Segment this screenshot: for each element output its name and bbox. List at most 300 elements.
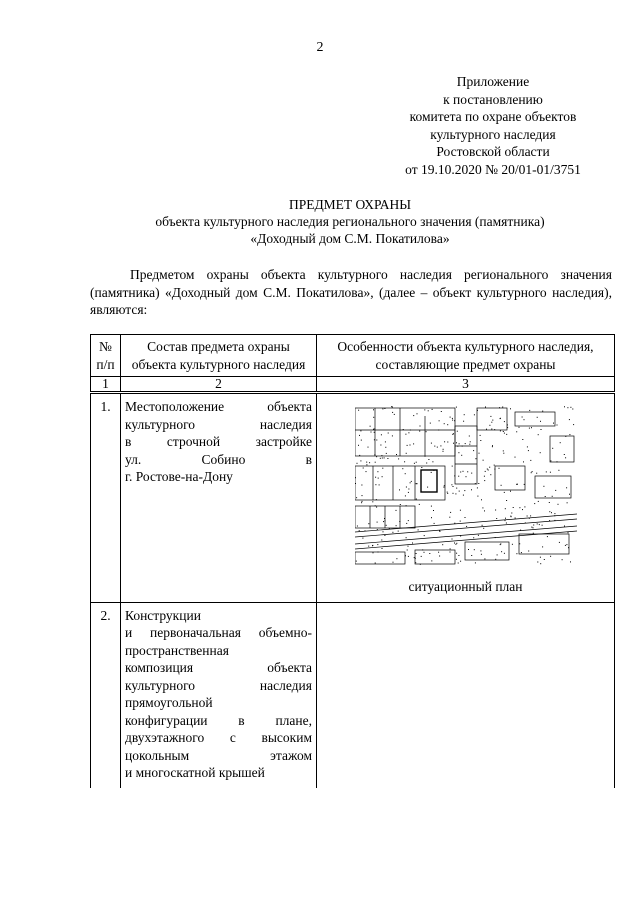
- plan-speckle: [489, 467, 490, 468]
- plan-speckle: [404, 495, 405, 496]
- plan-speckle: [467, 471, 468, 472]
- plan-speckle: [413, 443, 414, 444]
- plan-speckle: [376, 522, 377, 523]
- plan-speckle: [494, 429, 495, 430]
- plan-speckle: [540, 429, 541, 430]
- plan-speckle: [518, 427, 519, 428]
- plan-speckle: [412, 543, 413, 544]
- desc-line: ул. Собино в: [125, 451, 312, 467]
- plan-speckle: [383, 457, 384, 458]
- plan-speckle: [454, 475, 455, 476]
- plan-speckle: [377, 544, 378, 545]
- plan-speckle: [491, 429, 492, 430]
- plan-speckle: [511, 513, 512, 514]
- plan-speckle: [391, 435, 392, 436]
- plan-speckle: [361, 502, 362, 503]
- plan-speckle: [409, 445, 410, 446]
- plan-speckle: [480, 554, 481, 555]
- plan-speckle: [360, 440, 361, 441]
- desc-line: Местоположение объекта: [125, 399, 312, 414]
- plan-speckle: [516, 553, 517, 554]
- plan-speckle: [514, 457, 515, 458]
- plan-speckle: [542, 546, 543, 547]
- plan-speckle: [359, 435, 360, 436]
- plan-speckle: [430, 472, 431, 473]
- plan-speckle: [461, 455, 462, 456]
- plan-speckle: [459, 510, 460, 511]
- plan-speckle: [374, 563, 375, 564]
- plan-speckle: [404, 473, 405, 474]
- plan-speckle: [424, 409, 425, 410]
- plan-speckle: [375, 499, 376, 500]
- plan-speckle: [499, 430, 500, 431]
- plan-speckle: [373, 429, 374, 430]
- plan-speckle: [449, 517, 450, 518]
- plan-speckle: [473, 537, 474, 538]
- plan-speckle: [493, 465, 494, 466]
- plan-speckle: [413, 415, 414, 416]
- plan-speckle: [396, 454, 397, 455]
- plan-speckle: [490, 474, 491, 475]
- plan-speckle: [519, 507, 520, 508]
- plan-speckle: [468, 549, 469, 550]
- plan-speckle: [431, 409, 432, 410]
- table-header-row: [91, 335, 615, 377]
- plan-speckle: [465, 476, 466, 477]
- plan-speckle: [408, 489, 409, 490]
- plan-speckle: [564, 545, 565, 546]
- plan-speckle: [506, 434, 507, 435]
- plan-speckle: [413, 557, 414, 558]
- plan-speckle: [405, 555, 406, 556]
- plan-speckle: [523, 419, 524, 420]
- plan-speckle: [373, 439, 374, 440]
- plan-speckle: [451, 484, 452, 485]
- plan-speckle: [564, 526, 565, 527]
- plan-speckle: [520, 530, 521, 531]
- plan-speckle: [377, 478, 378, 479]
- plan-speckle: [373, 409, 374, 410]
- desc-line: композиция объекта: [125, 660, 312, 675]
- plan-speckle: [460, 536, 461, 537]
- plan-speckle: [528, 551, 529, 552]
- plan-speckle: [553, 423, 554, 424]
- desc-line: культурного наследия: [125, 416, 312, 432]
- desc-line: и первоначальная объемно-: [125, 625, 312, 640]
- plan-speckle: [433, 470, 434, 471]
- plan-speckle: [409, 482, 410, 483]
- plan-speckle: [468, 436, 469, 437]
- plan-speckle: [477, 410, 478, 411]
- plan-speckle: [487, 470, 488, 471]
- plan-speckle: [568, 419, 569, 420]
- plan-speckle: [458, 491, 459, 492]
- plan-speckle: [438, 430, 439, 431]
- plan-speckle: [395, 510, 396, 511]
- plan-speckle: [414, 558, 415, 559]
- plan-speckle: [491, 422, 492, 423]
- plan-speckle: [528, 428, 529, 429]
- plan-speckle: [531, 471, 532, 472]
- plan-speckle: [569, 434, 570, 435]
- plan-speckle: [419, 426, 420, 427]
- plan-speckle: [415, 562, 416, 563]
- plan-speckle: [483, 476, 484, 477]
- plan-speckle: [356, 526, 357, 527]
- plan-speckle: [419, 564, 420, 565]
- plan-speckle: [433, 510, 434, 511]
- plan-speckle: [498, 468, 499, 469]
- plan-speckle: [540, 421, 541, 422]
- appendix-line: комитета по охране объектов: [409, 109, 577, 124]
- plan-speckle: [397, 531, 398, 532]
- plan-speckle: [531, 527, 532, 528]
- plan-speckle: [447, 424, 448, 425]
- desc-line: конфигурации в плане,: [125, 712, 312, 728]
- plan-speckle: [374, 428, 375, 429]
- appendix-line: культурного наследия: [430, 126, 556, 142]
- plan-speckle: [431, 560, 432, 561]
- desc-line: и многоскатной крышей: [125, 765, 265, 780]
- plan-speckle: [494, 469, 495, 470]
- plan-speckle: [530, 460, 531, 461]
- plan-speckle: [539, 557, 540, 558]
- plan-speckle: [549, 511, 550, 512]
- plan-speckle: [432, 461, 433, 462]
- plan-speckle: [503, 492, 504, 493]
- plan-speckle: [409, 430, 410, 431]
- plan-speckle: [503, 421, 504, 422]
- plan-speckle: [384, 518, 385, 519]
- plan-speckle: [492, 445, 493, 446]
- plan-speckle: [524, 506, 525, 507]
- plan-speckle: [369, 426, 370, 427]
- plan-speckle: [427, 487, 428, 488]
- plan-speckle: [505, 523, 506, 524]
- appendix-line: Ростовской области: [436, 144, 550, 159]
- plan-speckle: [491, 446, 492, 447]
- plan-speckle: [447, 493, 448, 494]
- plan-speckle: [490, 416, 491, 417]
- plan-speckle: [483, 528, 484, 529]
- plan-speckle: [407, 520, 408, 521]
- plan-speckle: [561, 559, 562, 560]
- plan-speckle: [478, 483, 479, 484]
- plan-speckle: [415, 553, 416, 554]
- plan-speckle: [455, 407, 456, 408]
- plan-speckle: [442, 451, 443, 452]
- plan-speckle: [379, 458, 380, 459]
- plan-speckle: [477, 535, 478, 536]
- plan-speckle: [407, 546, 408, 547]
- plan-speckle: [384, 535, 385, 536]
- header-col-features: Особенности объекта культурного наследия, составляющие предмет охраны: [317, 335, 615, 377]
- plan-speckle: [392, 532, 393, 533]
- plan-speckle: [384, 441, 385, 442]
- plan-speckle: [484, 510, 485, 511]
- plan-speckle: [392, 562, 393, 563]
- plan-speckle: [381, 476, 382, 477]
- plan-speckle: [452, 434, 453, 435]
- plan-speckle: [462, 471, 463, 472]
- plan-speckle: [405, 434, 406, 435]
- plan-speckle: [362, 538, 363, 539]
- plan-speckle: [473, 414, 474, 415]
- row-number: 1.: [91, 393, 121, 603]
- plan-speckle: [479, 435, 480, 436]
- plan-speckle: [415, 499, 416, 500]
- plan-speckle: [457, 446, 458, 447]
- plan-speckle: [444, 441, 445, 442]
- plan-speckle: [563, 454, 564, 455]
- plan-speckle: [507, 427, 508, 428]
- plan-speckle: [464, 443, 465, 444]
- col-number-1: 1: [91, 377, 121, 393]
- plan-speckle: [471, 555, 472, 556]
- plan-speckle: [427, 410, 428, 411]
- plan-speckle: [454, 523, 455, 524]
- appendix-line: от 19.10.2020 № 20/01-01/3751: [405, 161, 581, 177]
- plan-speckle: [456, 553, 457, 554]
- plan-speckle: [559, 442, 560, 443]
- plan-speckle: [511, 544, 512, 545]
- plan-speckle: [500, 485, 501, 486]
- plan-speckle: [534, 503, 535, 504]
- plan-speckle: [568, 547, 569, 548]
- plan-speckle: [527, 450, 528, 451]
- plan-speckle: [402, 468, 403, 469]
- plan-speckle: [554, 515, 555, 516]
- plan-speckle: [439, 530, 440, 531]
- plan-speckle: [551, 512, 552, 513]
- row-features-empty: [317, 602, 615, 788]
- plan-speckle: [517, 484, 518, 485]
- plan-speckle: [481, 525, 482, 526]
- page-number: 2: [316, 40, 324, 55]
- plan-speckle: [393, 414, 394, 415]
- plan-speckle: [420, 556, 421, 557]
- plan-speckle: [469, 441, 470, 442]
- plan-speckle: [474, 483, 475, 484]
- plan-speckle: [433, 523, 434, 524]
- plan-speckle: [502, 431, 503, 432]
- plan-speckle: [551, 496, 552, 497]
- header-col-number: № п/п: [91, 335, 121, 377]
- plan-speckle: [366, 462, 367, 463]
- plan-speckle: [495, 510, 496, 511]
- plan-speckle: [372, 501, 373, 502]
- plan-speckle: [440, 445, 441, 446]
- plan-speckle: [455, 559, 456, 560]
- plan-speckle: [355, 561, 356, 562]
- plan-speckle: [370, 432, 371, 433]
- desc-line: прямоугольной: [125, 695, 213, 710]
- plan-speckle: [431, 517, 432, 518]
- plan-speckle: [406, 523, 407, 524]
- heading-title: ПРЕДМЕТ ОХРАНЫ: [288, 197, 412, 212]
- plan-speckle: [372, 545, 373, 546]
- plan-speckle: [356, 463, 357, 464]
- desc-line: г. Ростове-на-Дону: [125, 469, 233, 484]
- plan-speckle: [438, 420, 439, 421]
- plan-speckle: [548, 502, 549, 503]
- plan-speckle: [395, 525, 396, 526]
- plan-speckle: [557, 504, 558, 505]
- plan-speckle: [381, 548, 382, 549]
- plan-speckle: [374, 505, 375, 506]
- plan-speckle: [558, 542, 559, 543]
- plan-speckle: [443, 487, 444, 488]
- plan-speckle: [503, 433, 504, 434]
- plan-speckle: [526, 446, 527, 447]
- plan-speckle: [388, 528, 389, 529]
- plan-speckle: [359, 455, 360, 456]
- plan-speckle: [373, 432, 374, 433]
- plan-speckle: [496, 554, 497, 555]
- plan-speckle: [482, 460, 483, 461]
- desc-line: культурного наследия: [125, 677, 312, 693]
- plan-speckle: [537, 501, 538, 502]
- plan-speckle: [449, 417, 450, 418]
- plan-speckle: [474, 562, 475, 563]
- plan-speckle: [514, 518, 515, 519]
- plan-speckle: [451, 418, 452, 419]
- plan-speckle: [475, 458, 476, 459]
- plan-speckle: [449, 552, 450, 553]
- plan-speckle: [537, 434, 538, 435]
- plan-speckle: [405, 537, 406, 538]
- heading-object-name: «Доходный дом С.М. Покатилова»: [250, 231, 450, 246]
- plan-speckle: [381, 540, 382, 541]
- plan-speckle: [451, 466, 452, 467]
- plan-speckle: [521, 417, 522, 418]
- plan-speckle: [494, 537, 495, 538]
- plan-speckle: [392, 412, 393, 413]
- plan-speckle: [456, 543, 457, 544]
- plan-speckle: [426, 463, 427, 464]
- desc-line: цокольным этажом: [125, 747, 312, 763]
- plan-speckle: [418, 504, 419, 505]
- plan-speckle: [380, 434, 381, 435]
- plan-speckle: [399, 504, 400, 505]
- plan-speckle: [378, 484, 379, 485]
- plan-speckle: [364, 530, 365, 531]
- plan-speckle: [385, 453, 386, 454]
- plan-speckle: [486, 429, 487, 430]
- situation-plan-image: [355, 406, 577, 566]
- plan-speckle: [460, 472, 461, 473]
- plan-speckle: [528, 518, 529, 519]
- plan-speckle: [372, 552, 373, 553]
- plan-speckle: [556, 461, 557, 462]
- plan-speckle: [565, 457, 566, 458]
- plan-speckle: [502, 450, 503, 451]
- plan-speckle: [405, 487, 406, 488]
- heading-subtitle: объекта культурного наследия регионального значения (памятника): [155, 214, 545, 229]
- plan-speckle: [383, 521, 384, 522]
- plan-speckle: [489, 425, 490, 426]
- plan-speckle: [423, 552, 424, 553]
- plan-speckle: [382, 408, 383, 409]
- plan-speckle: [368, 546, 369, 547]
- plan-speckle: [376, 529, 377, 530]
- plan-speckle: [567, 407, 568, 408]
- plan-speckle: [406, 445, 407, 446]
- plan-speckle: [457, 563, 458, 564]
- desc-line: Конструкции: [125, 607, 201, 623]
- plan-speckle: [402, 429, 403, 430]
- plan-speckle: [396, 558, 397, 559]
- plan-speckle: [564, 406, 565, 407]
- plan-speckle: [466, 526, 467, 527]
- plan-speckle: [485, 407, 486, 408]
- plan-speckle: [533, 525, 534, 526]
- plan-speckle: [471, 489, 472, 490]
- plan-speckle: [380, 445, 381, 446]
- plan-speckle: [565, 436, 566, 437]
- plan-speckle: [503, 553, 504, 554]
- plan-speckle: [484, 480, 485, 481]
- plan-speckle: [449, 548, 450, 549]
- plan-speckle: [416, 413, 417, 414]
- plan-speckle: [442, 449, 443, 450]
- plan-speckle: [522, 509, 523, 510]
- plan-speckle: [480, 550, 481, 551]
- plan-speckle: [361, 485, 362, 486]
- plan-speckle: [464, 490, 465, 491]
- plan-speckle: [461, 446, 462, 447]
- plan-speckle: [356, 497, 357, 498]
- plan-speckle: [417, 529, 418, 530]
- plan-speckle: [455, 544, 456, 545]
- plan-speckle: [503, 453, 504, 454]
- plan-speckle: [469, 444, 470, 445]
- plan-speckle: [522, 439, 523, 440]
- plan-speckle: [523, 484, 524, 485]
- plan-speckle: [410, 481, 411, 482]
- plan-speckle: [530, 472, 531, 473]
- plan-speckle: [573, 424, 574, 425]
- plan-speckle: [358, 445, 359, 446]
- plan-speckle: [384, 520, 385, 521]
- plan-speckle: [524, 522, 525, 523]
- plan-speckle: [473, 549, 474, 550]
- table-row: [91, 602, 615, 788]
- plan-speckle: [438, 552, 439, 553]
- plan-speckle: [555, 490, 556, 491]
- plan-speckle: [546, 536, 547, 537]
- plan-speckle: [462, 495, 463, 496]
- plan-speckle: [552, 448, 553, 449]
- plan-speckle: [484, 558, 485, 559]
- plan-speckle: [407, 492, 408, 493]
- table-column-numbers: [91, 377, 615, 393]
- plan-speckle: [463, 421, 464, 422]
- plan-speckle: [456, 488, 457, 489]
- plan-speckle: [391, 407, 392, 408]
- plan-speckle: [456, 431, 457, 432]
- plan-speckle: [399, 521, 400, 522]
- plan-speckle: [480, 440, 481, 441]
- plan-speckle: [458, 555, 459, 556]
- plan-speckle: [523, 461, 524, 462]
- plan-speckle: [506, 500, 507, 501]
- situation-plan-cell: [317, 393, 615, 603]
- plan-speckle: [566, 502, 567, 503]
- plan-speckle: [542, 411, 543, 412]
- plan-speckle: [481, 499, 482, 500]
- plan-speckle: [471, 473, 472, 474]
